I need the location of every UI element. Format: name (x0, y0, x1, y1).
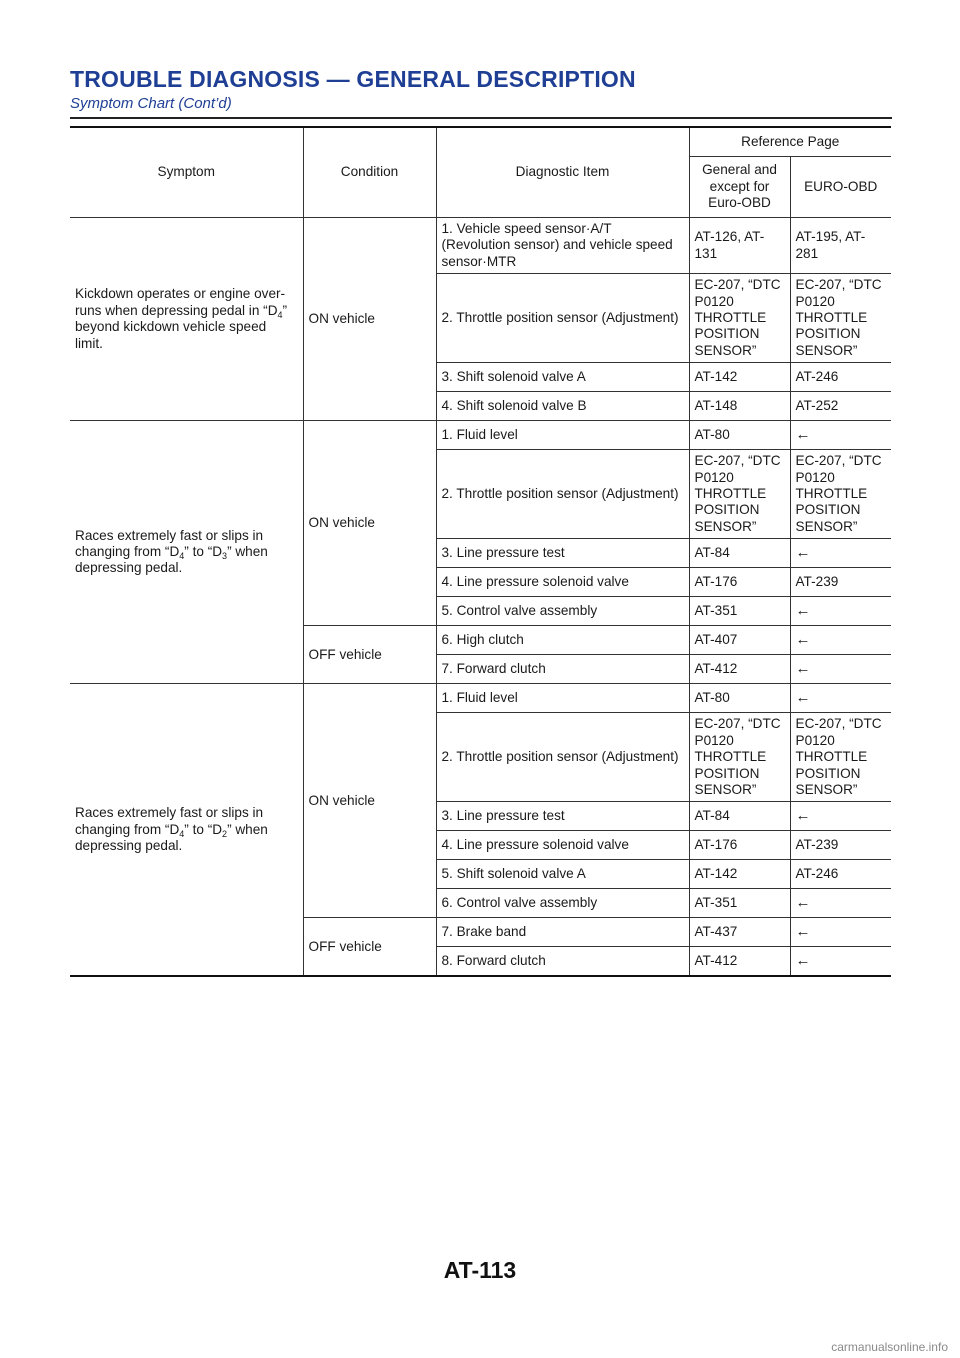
col-header-diagnostic-item: Diagnostic Item (436, 127, 689, 218)
condition-cell: ON vehicle (303, 421, 436, 626)
diagnostic-item-cell: 5. Shift solenoid valve A (436, 860, 689, 889)
header-divider (70, 117, 892, 119)
general-ref-cell: AT-84 (689, 802, 790, 831)
diagnostic-item-cell: 8. Forward clutch (436, 947, 689, 977)
diagnostic-item-cell: 4. Line pressure solenoid valve (436, 831, 689, 860)
euro-obd-ref-cell: EC-207, “DTC P0120 THROTTLE POSITION SENSOR” (790, 450, 891, 539)
diagnostic-item-cell: 7. Brake band (436, 918, 689, 947)
euro-obd-ref-cell: ← (790, 626, 891, 655)
general-ref-cell: AT-437 (689, 918, 790, 947)
general-ref-cell: AT-126, AT-131 (689, 218, 790, 274)
table-row (70, 218, 891, 274)
euro-obd-ref-cell: AT-246 (790, 860, 891, 889)
diagnostic-item-cell: 2. Throttle position sensor (Adjustment) (436, 450, 689, 539)
section-title: TROUBLE DIAGNOSIS — GENERAL DESCRIPTION (70, 66, 636, 92)
general-ref-cell: AT-351 (689, 889, 790, 918)
header-row (70, 127, 891, 157)
euro-obd-ref-cell: AT-246 (790, 363, 891, 392)
diagnostic-item-cell: 6. Control valve assembly (436, 889, 689, 918)
general-ref-cell: AT-80 (689, 421, 790, 450)
diagnostic-item-cell: 2. Throttle position sensor (Adjustment) (436, 274, 689, 363)
general-ref-cell: AT-148 (689, 392, 790, 421)
general-ref-cell: AT-176 (689, 568, 790, 597)
symptom-cell: Races extremely fast or slips in changing from “$D_4$” to “$D_2$” when depressing pedal. (70, 684, 303, 977)
general-ref-cell: AT-412 (689, 655, 790, 684)
euro-obd-ref-cell: AT-195, AT-281 (790, 218, 891, 274)
euro-obd-ref-cell: ← (790, 947, 891, 977)
euro-obd-ref-cell: ← (790, 655, 891, 684)
euro-obd-ref-cell: ← (790, 802, 891, 831)
general-ref-cell: AT-412 (689, 947, 790, 977)
diagnostic-item-cell: 4. Shift solenoid valve B (436, 392, 689, 421)
diagnostic-item-cell: 1. Vehicle speed sensor·A/T (Revolution sensor) and vehicle speed sensor·MTR (436, 218, 689, 274)
col-header-reference-page: Reference Page (689, 127, 891, 157)
euro-obd-ref-cell: AT-252 (790, 392, 891, 421)
euro-obd-ref-cell: ← (790, 421, 891, 450)
general-ref-cell: AT-407 (689, 626, 790, 655)
diagnostic-item-cell: 4. Line pressure solenoid valve (436, 568, 689, 597)
general-ref-cell: AT-142 (689, 860, 790, 889)
condition-cell: OFF vehicle (303, 626, 436, 684)
euro-obd-ref-cell: AT-239 (790, 831, 891, 860)
euro-obd-ref-cell: ← (790, 539, 891, 568)
symptom-cell: Races extremely fast or slips in changing from “$D_4$” to “$D_3$” when depressing pedal. (70, 421, 303, 684)
general-ref-cell: EC-207, “DTC P0120 THROTTLE POSITION SENSOR” (689, 274, 790, 363)
euro-obd-ref-cell: AT-239 (790, 568, 891, 597)
table-row (70, 684, 891, 713)
col-header-euro-obd: EURO-OBD (790, 157, 891, 218)
general-ref-cell: AT-80 (689, 684, 790, 713)
symptom-cell: Kickdown operates or engine over-runs when depressing pedal in “$D_4$” beyond kickdown vehicle speed limit. (70, 218, 303, 421)
euro-obd-ref-cell: EC-207, “DTC P0120 THROTTLE POSITION SENSOR” (790, 274, 891, 363)
euro-obd-ref-cell: ← (790, 597, 891, 626)
table-row (70, 421, 891, 450)
condition-cell: ON vehicle (303, 218, 436, 421)
condition-cell: ON vehicle (303, 684, 436, 918)
general-ref-cell: AT-84 (689, 539, 790, 568)
general-ref-cell: AT-142 (689, 363, 790, 392)
page-number: AT-113 (443, 1257, 517, 1283)
diagnostic-item-cell: 1. Fluid level (436, 421, 689, 450)
diagnostic-item-cell: 1. Fluid level (436, 684, 689, 713)
diagnostic-item-cell: 3. Shift solenoid valve A (436, 363, 689, 392)
condition-cell: OFF vehicle (303, 918, 436, 977)
diagnostic-item-cell: 6. High clutch (436, 626, 689, 655)
euro-obd-ref-cell: ← (790, 889, 891, 918)
general-ref-cell: EC-207, “DTC P0120 THROTTLE POSITION SENSOR” (689, 713, 790, 802)
diagnostic-item-cell: 7. Forward clutch (436, 655, 689, 684)
diagnostic-item-cell: 2. Throttle position sensor (Adjustment) (436, 713, 689, 802)
general-ref-cell: EC-207, “DTC P0120 THROTTLE POSITION SENSOR” (689, 450, 790, 539)
section-subtitle: Symptom Chart (Cont’d) (70, 95, 232, 112)
general-ref-cell: AT-351 (689, 597, 790, 626)
diagnostic-item-cell: 3. Line pressure test (436, 802, 689, 831)
col-header-symptom: Symptom (70, 127, 303, 218)
general-ref-cell: AT-176 (689, 831, 790, 860)
symptom-chart-table (70, 126, 891, 977)
watermark: carmanualsonline.info (831, 1340, 948, 1354)
euro-obd-ref-cell: EC-207, “DTC P0120 THROTTLE POSITION SENSOR” (790, 713, 891, 802)
col-header-general: General and except for Euro-OBD (689, 157, 790, 218)
diagnostic-item-cell: 5. Control valve assembly (436, 597, 689, 626)
symptom-chart-body (70, 127, 891, 976)
euro-obd-ref-cell: ← (790, 918, 891, 947)
euro-obd-ref-cell: ← (790, 684, 891, 713)
col-header-condition: Condition (303, 127, 436, 218)
diagnostic-item-cell: 3. Line pressure test (436, 539, 689, 568)
